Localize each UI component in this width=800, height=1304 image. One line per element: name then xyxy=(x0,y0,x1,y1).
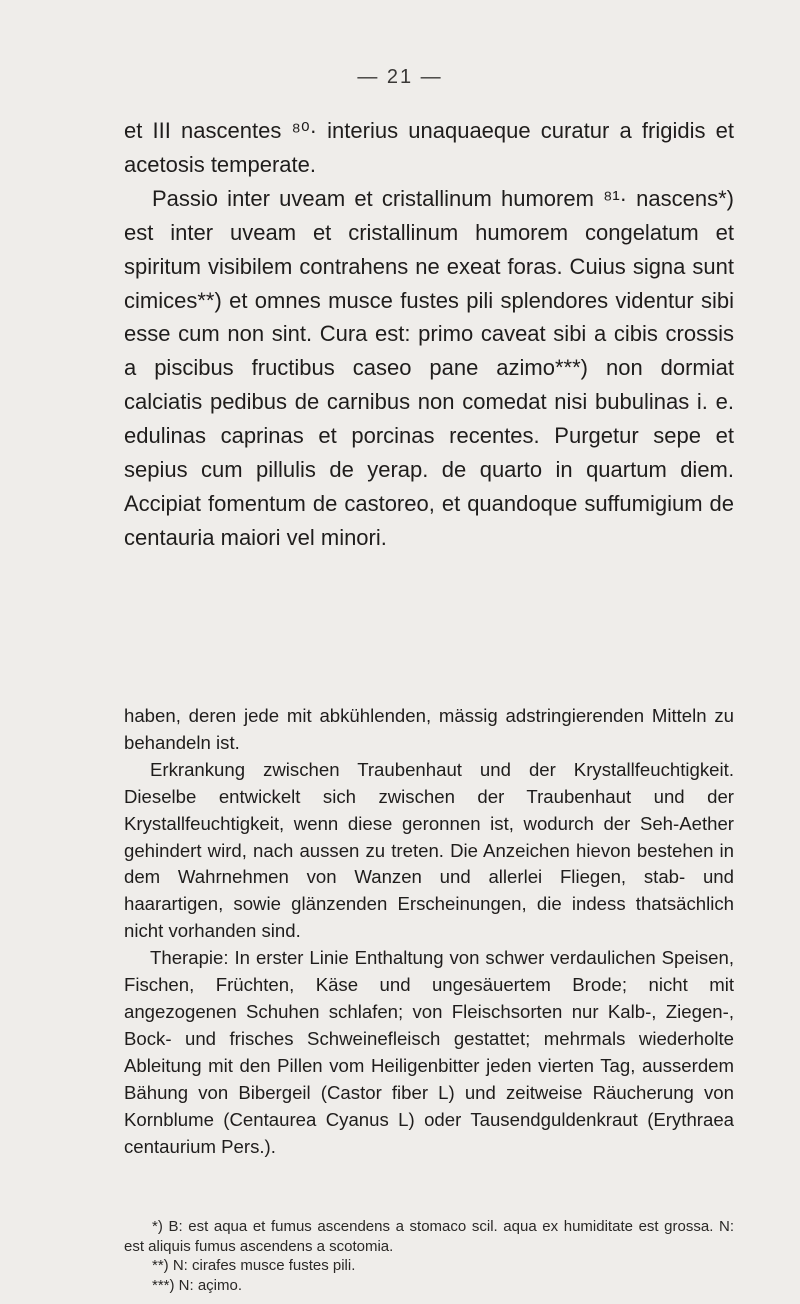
german-paragraph-3: Therapie: In erster Linie Enthaltung von schwer verdaulichen Speisen, Fischen, Früchten, Käse und ungesäuertem Brode; nicht mit angezogenen Schuhen schlafen; von Fleischsorten nur Kalb-, Ziegen-, Bock- und frisches Schweinefleisch gestattet; mehrmals wiederholte Ableitung mit den Pillen vom Heiligenbitter jeden vierten Tag, ausserdem Bähung von Bibergeil (Castor fiber L) und zeitweise Räucherung von Kornblume (Centaurea Cyanus L) oder Tausendguldenkraut (Erythraea centaurium Pers.). xyxy=(124,947,734,1157)
footnotes xyxy=(124,1217,734,1295)
german-paragraph-1: haben, deren jede mit abkühlenden, mässig adstringierenden Mitteln zu behandeln ist. xyxy=(124,705,734,753)
page-number: — 21 — xyxy=(357,66,443,88)
german-paragraph-2: Erkrankung zwischen Traubenhaut und der Krystallfeuchtigkeit. Dieselbe entwickelt sich zwischen der Traubenhaut und der Krystallfeuchtigkeit, wenn diese geronnen ist, wodurch der Seh-Aether gehindert wird, nach aussen zu treten. Die Anzeichen hievon bestehen in dem Wahrnehmen von Wanzen und allerlei Fliegen, stab- und haarartigen, sowie glänzenden Erscheinungen, die indess thatsächlich nicht vorhanden sind. xyxy=(124,758,734,942)
latin-paragraph-1: et III nascentes ⁸⁰· interius unaquaeque curatur a frigidis et acetosis temperate. xyxy=(124,118,734,177)
latin-paragraph-2: Passio inter uveam et cristallinum humorem ⁸¹· nascens*) est inter uveam et cristallinum humorem congelatum et spiritum visibilem contrahens ne exeat foras. Cuius signa sunt cimices**) et omnes musce fustes pili splendores videntur sibi esse cum non sint. Cura est: primo caveat sibi a cibis crossis a piscibus fructibus caseo pane azimo***) non dormiat calciatis pedibus de carnibus non comedat nisi bubulinas i. e. edulinas caprinas et porcinas recentes. Purgetur sepe et sepius cum pillulis de yerap. de quarto in quartum diem. Accipiat fomentum de castoreo, et quandoque suffumigium de centauria maiori vel minori. xyxy=(124,185,734,550)
german-translation-block xyxy=(124,703,734,1160)
footnote-2: **) N: cirafes musce fustes pili. xyxy=(152,1257,356,1274)
latin-text-block xyxy=(124,114,734,555)
footnote-3: ***) N: açimo. xyxy=(152,1276,243,1294)
footnote-1: *) B: est aqua et fumus ascendens a stomaco scil. aqua ex humiditate est grossa. N: est aliquis fumus ascendens a scotomia. xyxy=(124,1218,734,1255)
